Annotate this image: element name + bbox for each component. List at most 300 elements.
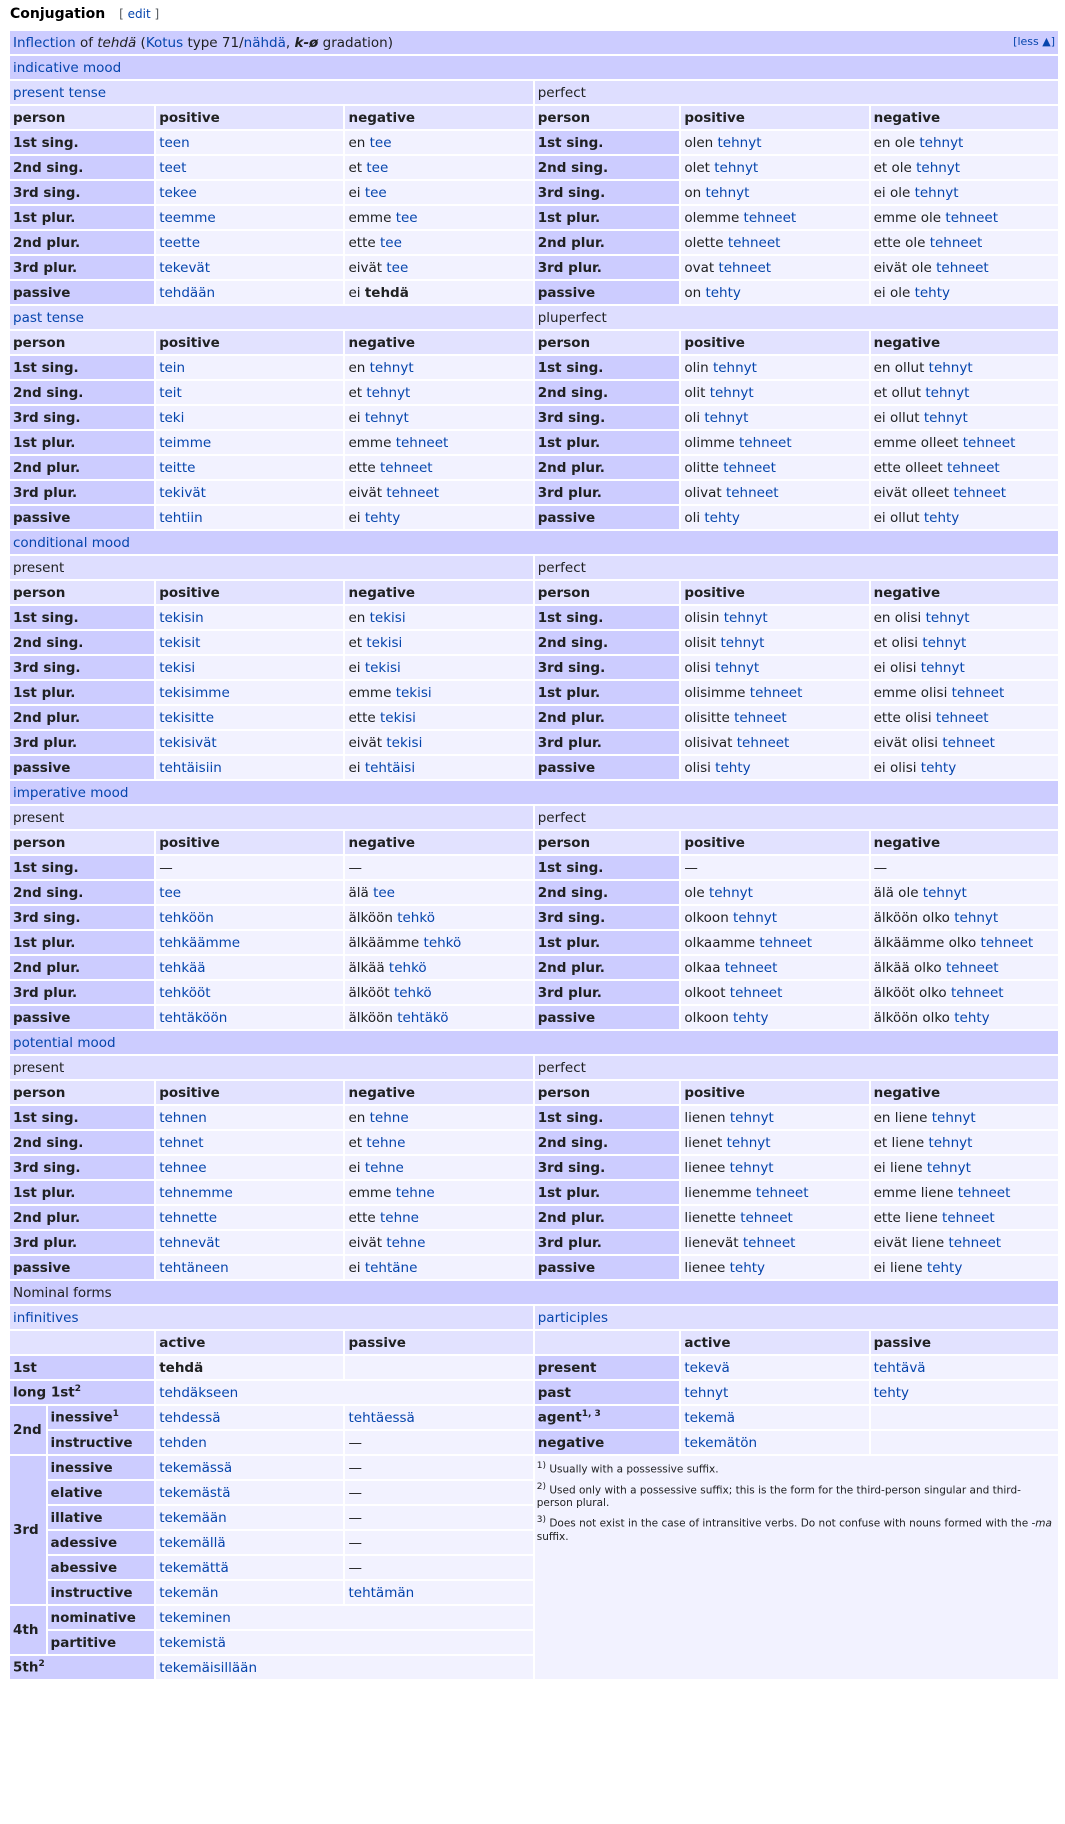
form-link[interactable]: tehnyt — [723, 609, 768, 626]
form-link[interactable]: tehneet — [729, 984, 783, 1001]
negative-form — [345, 1006, 532, 1029]
aux-text: ei — [348, 759, 365, 776]
perfect-positive-form — [681, 431, 868, 454]
form-link[interactable]: tehneet — [935, 709, 989, 726]
aux-text: olkaa — [684, 959, 725, 976]
active-col-header: active — [156, 1331, 343, 1354]
person-label: 1st sing. — [535, 856, 680, 879]
less-toggle[interactable]: [less ▲] — [1013, 34, 1055, 48]
form-link[interactable]: tehtämän — [348, 1584, 415, 1601]
conjugation-row — [10, 981, 1058, 1004]
form-link[interactable]: tehnyt — [922, 884, 967, 901]
form-link[interactable]: tekemä — [684, 1409, 735, 1426]
label-text: agent — [537, 1409, 582, 1426]
form-link[interactable]: tehnyt — [708, 884, 753, 901]
form-link[interactable]: tehnyt — [925, 384, 970, 401]
aux-text: olisivat — [684, 734, 737, 751]
negative-form — [345, 281, 532, 304]
perfect-positive-form — [681, 606, 868, 629]
form-link[interactable]: tehnyt — [709, 384, 754, 401]
form-link[interactable]: tehdään — [159, 284, 216, 301]
inf-active — [156, 1556, 343, 1579]
conjugation-row — [10, 431, 1058, 454]
form-link[interactable]: tehnyt — [914, 184, 959, 201]
form-link[interactable]: tekisi — [369, 609, 406, 626]
aux-text: et ole — [873, 159, 917, 176]
conjugation-row — [10, 656, 1058, 679]
person-label: 3rd plur. — [10, 981, 154, 1004]
person-label: 1st sing. — [535, 606, 680, 629]
form-link[interactable]: tee — [369, 134, 392, 151]
positive-form — [156, 1256, 343, 1279]
form-link[interactable]: tehnyt — [684, 1384, 729, 1401]
form-link[interactable]: tehneet — [947, 459, 1000, 476]
form-link[interactable]: tekisin — [159, 609, 204, 626]
form-link[interactable]: tehkäämme — [159, 934, 241, 951]
form-link[interactable]: tehneet — [962, 434, 1016, 451]
form-link[interactable]: tehty — [704, 509, 740, 526]
positive-form — [156, 731, 343, 754]
form-link[interactable]: tehkö — [388, 959, 427, 976]
form-link[interactable]: tehkö — [423, 934, 462, 951]
person-label: 2nd plur. — [535, 1206, 680, 1229]
form-link[interactable]: tehnyt — [364, 409, 409, 426]
form-link[interactable]: tee — [373, 884, 395, 901]
form-link[interactable]: tehnyt — [720, 634, 765, 651]
form-link[interactable]: tehtäne — [364, 1259, 418, 1276]
form-link[interactable]: tehneet — [942, 1209, 995, 1226]
form-link[interactable]: tehdessä — [159, 1409, 221, 1426]
form-link[interactable]: tehneet — [724, 959, 778, 976]
form-link[interactable]: tekemäisillään — [159, 1659, 258, 1676]
aux-text: olet — [684, 159, 715, 176]
mood-header: potential mood — [10, 1031, 1058, 1054]
form-link[interactable]: tehkää — [159, 959, 206, 976]
form-link[interactable]: tehneet — [957, 1184, 1011, 1201]
form-link[interactable]: tehtäessä — [348, 1409, 415, 1426]
form-link[interactable]: tehne — [366, 1134, 406, 1151]
aux-text: olisimme — [684, 684, 750, 701]
form-link[interactable]: teimme — [159, 434, 212, 451]
aux-text: eivät ole — [873, 259, 937, 276]
form-link[interactable]: tehty — [923, 509, 960, 526]
conjugation-row — [10, 256, 1058, 279]
perfect-negative-form — [871, 256, 1058, 279]
form-link[interactable]: tekemässä — [159, 1459, 233, 1476]
aux-text: ette — [348, 709, 380, 726]
form-link[interactable]: tehnyt — [928, 1134, 973, 1151]
aux-text: en ollut — [873, 359, 929, 376]
perfect-negative-form — [871, 631, 1058, 654]
person-label: 2nd plur. — [535, 956, 680, 979]
kotus-link[interactable]: Kotus — [145, 34, 184, 51]
positive-form — [156, 381, 343, 404]
positive-col-header: positive — [681, 1081, 868, 1104]
form-link[interactable]: tehneet — [742, 1234, 796, 1251]
form-link[interactable]: tehne — [369, 1109, 409, 1126]
form-link[interactable]: tehnyt — [923, 409, 968, 426]
form-link[interactable]: tehköön — [159, 909, 214, 926]
person-label: 2nd sing. — [535, 631, 680, 654]
form-link[interactable]: tehneet — [734, 709, 787, 726]
form-link[interactable]: tehnyt — [726, 1134, 771, 1151]
person-label: passive — [535, 1256, 680, 1279]
form-link[interactable]: teit — [159, 384, 182, 401]
type-link[interactable]: nähdä — [243, 34, 286, 51]
positive-form — [156, 506, 343, 529]
form-link[interactable]: tehty — [873, 1384, 910, 1401]
form-link[interactable]: tehnyt — [712, 359, 757, 376]
aux-text: älköön — [348, 1009, 398, 1026]
form-link[interactable]: tehne — [386, 1234, 426, 1251]
form-link[interactable]: tehnyt — [705, 184, 750, 201]
negative-form — [345, 706, 532, 729]
inflection-link[interactable]: Inflection — [13, 34, 76, 51]
form-link[interactable]: tehne — [395, 1184, 435, 1201]
form-link[interactable]: tee — [364, 184, 387, 201]
form-link[interactable]: tekisit — [159, 634, 201, 651]
positive-form — [156, 706, 343, 729]
perfect-positive-form — [681, 406, 868, 429]
aux-text: — — [684, 859, 698, 876]
person-label: 2nd plur. — [10, 956, 154, 979]
form-link[interactable]: tehnyt — [928, 359, 973, 376]
perfect-positive-form — [681, 1231, 868, 1254]
aux-text: älkää olko — [873, 959, 946, 976]
empty-cell — [871, 1406, 1058, 1429]
aux-text: emme olisi — [873, 684, 952, 701]
perfect-negative-form — [871, 931, 1058, 954]
form-link[interactable]: tehneet — [395, 434, 449, 451]
perfect-negative-form — [871, 731, 1058, 754]
form-link[interactable]: tehnyt — [715, 659, 760, 676]
perfect-negative-form — [871, 1006, 1058, 1029]
form-link[interactable]: tehty — [364, 509, 401, 526]
participle-passive — [871, 1356, 1058, 1379]
aux-text: ei — [348, 409, 365, 426]
form-link[interactable]: tehtäneen — [159, 1259, 229, 1276]
positive-form — [156, 606, 343, 629]
conjugation-row — [10, 1181, 1058, 1204]
positive-form — [156, 1206, 343, 1229]
aux-text: ei — [348, 1259, 365, 1276]
form-link[interactable]: tehneet — [727, 234, 781, 251]
form-link[interactable]: teki — [159, 409, 185, 426]
aux-text: olisi — [684, 659, 716, 676]
form-link[interactable]: tehty — [914, 284, 950, 301]
form-link[interactable]: tehneet — [953, 484, 1007, 501]
aux-text: lienee — [684, 1259, 730, 1276]
form-link[interactable]: tehnyt — [916, 159, 961, 176]
form-link[interactable]: tehnyt — [733, 909, 778, 926]
person-label: 1st sing. — [535, 1106, 680, 1129]
form-link[interactable]: tekisimme — [159, 684, 230, 701]
form-link[interactable]: tehtiin — [159, 509, 203, 526]
form-link[interactable]: tee — [386, 259, 409, 276]
form-link[interactable]: tekisi — [364, 659, 401, 676]
form-link[interactable]: tehty — [920, 759, 957, 776]
person-label: passive — [10, 506, 154, 529]
form-link[interactable]: tekisi — [159, 659, 196, 676]
person-label: 3rd sing. — [535, 1156, 680, 1179]
form-link[interactable]: tehnyt — [925, 609, 970, 626]
inf-passive — [345, 1406, 532, 1429]
form-link[interactable]: tee — [366, 159, 389, 176]
form-link[interactable]: tehnyt — [931, 1109, 976, 1126]
form-link[interactable]: tehden — [159, 1434, 207, 1451]
participles-header: participles — [535, 1306, 1058, 1329]
participle-passive — [871, 1381, 1058, 1404]
passive-col-header: passive — [345, 1331, 532, 1354]
form-link[interactable]: tehtäköön — [159, 1009, 228, 1026]
negative-form — [345, 631, 532, 654]
conjugation-row — [10, 206, 1058, 229]
form-link[interactable]: tehty — [705, 284, 741, 301]
form-link[interactable]: tehneet — [951, 684, 1005, 701]
negative-col-header: negative — [871, 1081, 1058, 1104]
conjugation-row — [10, 1206, 1058, 1229]
conjugation-row — [10, 381, 1058, 404]
person-label: 3rd sing. — [10, 406, 154, 429]
conjugation-row — [10, 631, 1058, 654]
form-link[interactable]: tehneet — [725, 484, 779, 501]
inf-passive — [345, 1581, 532, 1604]
form-link[interactable]: tekee — [159, 184, 197, 201]
form-link[interactable]: tehnyt — [729, 1159, 774, 1176]
form-link[interactable]: tehneet — [950, 984, 1004, 1001]
form-link[interactable]: tehty — [733, 1009, 769, 1026]
form-link[interactable]: tehneet — [379, 459, 433, 476]
perfect-positive-form — [681, 131, 868, 154]
form-link[interactable]: tehnyt — [922, 634, 967, 651]
conjugation-row — [10, 1256, 1058, 1279]
form-link[interactable]: tekemään — [159, 1509, 227, 1526]
conjugation-row — [10, 731, 1058, 754]
empty-cell — [345, 1356, 532, 1379]
form-link[interactable]: tehneet — [739, 434, 792, 451]
conjugation-row — [10, 681, 1058, 704]
person-label: 1st plur. — [535, 681, 680, 704]
perfect-negative-form — [871, 1131, 1058, 1154]
form-link[interactable]: tehnevät — [159, 1234, 220, 1251]
form-link[interactable]: tehneet — [945, 959, 999, 976]
form-link[interactable]: tehdäkseen — [159, 1384, 239, 1401]
positive-form — [156, 881, 343, 904]
form-link[interactable]: tehneet — [736, 734, 790, 751]
form-link[interactable]: tee — [159, 884, 182, 901]
form-link[interactable]: teet — [159, 159, 187, 176]
form-link[interactable]: tee — [379, 234, 402, 251]
form-link[interactable]: tekeminen — [159, 1609, 231, 1626]
form-link[interactable]: tehneet — [945, 209, 999, 226]
form-link[interactable]: tehne — [379, 1209, 419, 1226]
form-link[interactable]: tekevä — [684, 1359, 730, 1376]
form-link[interactable]: tekisi — [395, 684, 432, 701]
form-link[interactable]: tehneet — [759, 934, 812, 951]
aux-text: oli — [684, 409, 705, 426]
form-link[interactable]: tekevät — [159, 259, 210, 276]
negative-col-header: negative — [871, 581, 1058, 604]
form-link[interactable]: tehtäkö — [397, 1009, 449, 1026]
footnote-text: Does not exist in the case of intransitive verbs. Do not confuse with nouns formed with the — [545, 1517, 1032, 1530]
label-text: negative — [537, 1434, 605, 1451]
form-link[interactable]: tehty — [729, 1259, 766, 1276]
form-link[interactable]: tehneet — [718, 259, 772, 276]
form-link[interactable]: tehneet — [743, 209, 797, 226]
conjugation-row — [10, 156, 1058, 179]
aux-text: ei — [348, 1159, 365, 1176]
form-link[interactable]: tehneet — [942, 734, 995, 751]
form-link[interactable]: tehnyt — [369, 359, 414, 376]
positive-form — [156, 981, 343, 1004]
form-link[interactable]: tein — [159, 359, 186, 376]
form-link[interactable]: tehneet — [749, 684, 803, 701]
label-text: adessive — [50, 1534, 118, 1551]
of-text: of — [79, 34, 93, 51]
participle-label — [535, 1381, 680, 1404]
form-link[interactable]: tehnee — [159, 1159, 207, 1176]
form-link[interactable]: tehneet — [929, 234, 983, 251]
participle-label — [535, 1431, 680, 1454]
aux-text: en — [348, 1109, 370, 1126]
form-link[interactable]: tehtävä — [873, 1359, 926, 1376]
person-label: 1st sing. — [10, 606, 154, 629]
aux-text: älkööt olko — [873, 984, 951, 1001]
negative-form — [345, 881, 532, 904]
form-link[interactable]: tehnyt — [717, 134, 762, 151]
form-link[interactable]: teemme — [159, 209, 216, 226]
form-link[interactable]: tehneet — [980, 934, 1034, 951]
form-link[interactable]: tekisi — [366, 634, 403, 651]
case-label — [48, 1531, 155, 1554]
form-link[interactable]: tehkö — [393, 984, 432, 1001]
form-link[interactable]: tehnet — [159, 1134, 204, 1151]
form-link[interactable]: tehneet — [755, 1184, 809, 1201]
form-link[interactable]: tekemällä — [159, 1534, 226, 1551]
form-link[interactable]: tekemästä — [159, 1484, 231, 1501]
negative-form — [345, 856, 532, 879]
perfect-negative-form — [871, 406, 1058, 429]
perfect-positive-form — [681, 881, 868, 904]
footnote-text: Usually with a possessive suffix. — [545, 1463, 719, 1476]
perfect-positive-form — [681, 1206, 868, 1229]
form-link[interactable]: tekemistä — [159, 1634, 226, 1651]
edit-link[interactable]: [ edit ] — [119, 7, 160, 21]
footnote-em: -ma — [1031, 1517, 1052, 1530]
form-link[interactable]: tehkööt — [159, 984, 211, 1001]
form-link[interactable]: tehnyt — [920, 659, 965, 676]
form-link[interactable]: tehnyt — [366, 384, 411, 401]
sep-text: , — [285, 34, 291, 51]
negative-form — [345, 256, 532, 279]
form-link[interactable]: tehneet — [948, 1234, 1002, 1251]
form-link[interactable]: tekemätön — [684, 1434, 758, 1451]
form-text: tehdä — [159, 1359, 204, 1376]
positive-form — [156, 1131, 343, 1154]
form-link[interactable]: tekisitte — [159, 709, 215, 726]
person-label: 2nd plur. — [10, 1206, 154, 1229]
infinitives-header: infinitives — [10, 1306, 533, 1329]
form-link[interactable]: tehneet — [386, 484, 439, 501]
perfect-negative-form — [871, 656, 1058, 679]
case-label — [48, 1606, 155, 1629]
person-label: 1st sing. — [10, 856, 154, 879]
form-link[interactable]: tekisivät — [159, 734, 217, 751]
tense-header-left: present — [10, 806, 533, 829]
form-link[interactable]: tehty — [715, 759, 751, 776]
aux-text: et — [348, 159, 367, 176]
form-link[interactable]: tehtäisi — [364, 759, 416, 776]
form-link[interactable]: tehnyt — [926, 1159, 971, 1176]
aux-text: ei — [348, 184, 365, 201]
form-link[interactable]: tehneet — [936, 259, 989, 276]
aux-text: emme olleet — [873, 434, 963, 451]
participle-active — [681, 1381, 868, 1404]
form-link[interactable]: tehnyt — [954, 909, 999, 926]
form-link[interactable]: tee — [395, 209, 418, 226]
form-link[interactable]: tehty — [954, 1009, 990, 1026]
form-link[interactable]: teette — [159, 234, 200, 251]
negative-form — [345, 506, 532, 529]
form-link[interactable]: tehty — [926, 1259, 963, 1276]
positive-form — [156, 1181, 343, 1204]
form-link[interactable]: tehnette — [159, 1209, 218, 1226]
form-link[interactable]: tekemättä — [159, 1559, 229, 1576]
form-link[interactable]: tehkö — [397, 909, 435, 926]
form-link[interactable]: tekisi — [386, 734, 423, 751]
form-link[interactable]: tehneet — [723, 459, 776, 476]
label-text: present — [537, 1359, 597, 1376]
aux-text: ette liene — [873, 1209, 943, 1226]
footnote-mark: 1) — [536, 1461, 546, 1471]
inf-5th-active — [156, 1656, 533, 1679]
form-link[interactable]: tehnyt — [729, 1109, 774, 1126]
person-label: 3rd sing. — [535, 906, 680, 929]
form-link[interactable]: tehnen — [159, 1109, 207, 1126]
perfect-negative-form — [871, 181, 1058, 204]
form-link[interactable]: tehnyt — [704, 409, 749, 426]
form-link[interactable]: tekemän — [159, 1584, 219, 1601]
perfect-positive-form — [681, 906, 868, 929]
form-link[interactable]: tekisi — [379, 709, 416, 726]
form-link[interactable]: tehne — [364, 1159, 404, 1176]
positive-form — [156, 856, 343, 879]
person-label: passive — [10, 1006, 154, 1029]
person-label: 3rd sing. — [10, 1156, 154, 1179]
form-link[interactable]: tehnemme — [159, 1184, 233, 1201]
aux-text: älköön olko — [873, 909, 955, 926]
form-link[interactable]: teitte — [159, 459, 196, 476]
person-label: 1st sing. — [10, 1106, 154, 1129]
form-link[interactable]: tehnyt — [714, 159, 759, 176]
conjugation-row — [10, 281, 1058, 304]
form-link[interactable]: tekivät — [159, 484, 206, 501]
negative-form — [345, 681, 532, 704]
form-link[interactable]: tehtäisiin — [159, 759, 222, 776]
aux-text: lienette — [684, 1209, 741, 1226]
positive-col-header: positive — [156, 581, 343, 604]
positive-form — [156, 281, 343, 304]
perfect-positive-form — [681, 756, 868, 779]
form-link[interactable]: tehnyt — [919, 134, 964, 151]
negative-form — [345, 1106, 532, 1129]
person-label: 2nd plur. — [10, 231, 154, 254]
form-link[interactable]: teen — [159, 134, 190, 151]
aux-text: — — [348, 859, 362, 876]
aux-text: olin — [684, 359, 713, 376]
form-link[interactable]: tehneet — [740, 1209, 793, 1226]
edit-link-label[interactable]: edit — [127, 7, 151, 21]
